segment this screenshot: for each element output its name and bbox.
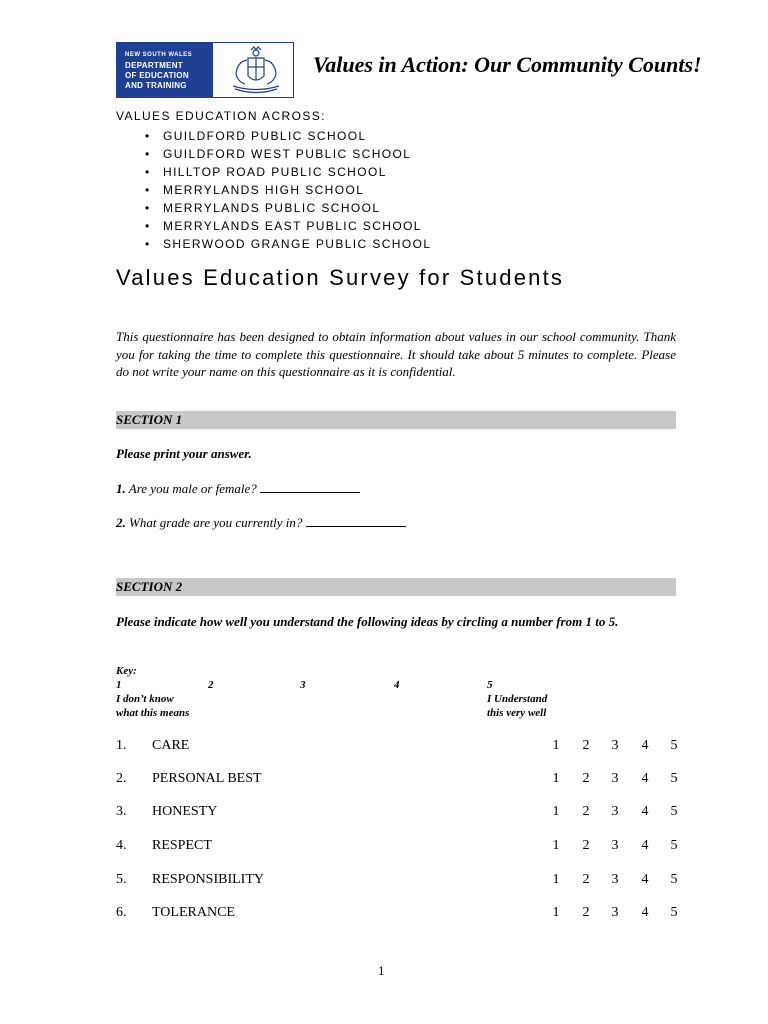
- bullet-icon: •: [145, 183, 151, 197]
- item-number: 6.: [116, 905, 127, 920]
- item-number: 4.: [116, 838, 127, 853]
- list-item: [145, 181, 431, 199]
- list-item: [145, 145, 431, 163]
- item-number: 5.: [116, 872, 127, 887]
- school-name: HILLTOP ROAD PUBLIC SCHOOL: [163, 165, 387, 179]
- key-number-5: 5: [487, 679, 493, 691]
- rating-option[interactable]: 4: [641, 905, 649, 920]
- section-2-instruction: Please indicate how well you understand the following ideas by circling a number from 1 to 5.: [116, 614, 619, 629]
- logo-line-1: DEPARTMENT: [125, 61, 183, 70]
- rating-option[interactable]: 5: [670, 771, 678, 786]
- rating-option[interactable]: 1: [552, 872, 560, 887]
- document-title: Values in Action: Our Community Counts!: [313, 52, 702, 77]
- item-number: 1.: [116, 738, 127, 753]
- question-text: What grade are you currently in?: [129, 515, 303, 530]
- rating-row: [116, 737, 686, 755]
- logo-state-text: NEW SOUTH WALES: [125, 52, 193, 58]
- rating-option[interactable]: 3: [611, 771, 619, 786]
- rating-row: [116, 904, 686, 922]
- rating-option[interactable]: 1: [552, 838, 560, 853]
- rating-row: [116, 871, 686, 889]
- item-number: 3.: [116, 804, 127, 819]
- school-name: MERRYLANDS PUBLIC SCHOOL: [163, 201, 381, 215]
- key-number-2: 2: [208, 679, 214, 691]
- key-low-line-1: I don’t know: [116, 693, 174, 705]
- rating-option[interactable]: 4: [641, 738, 649, 753]
- key-high-line-2: this very well: [487, 707, 547, 719]
- item-label: TOLERANCE: [152, 905, 235, 920]
- rating-option[interactable]: 1: [552, 738, 560, 753]
- bullet-icon: •: [145, 147, 151, 161]
- bullet-icon: •: [145, 129, 151, 143]
- section-1-heading: SECTION 1: [116, 411, 676, 429]
- section-2-heading: SECTION 2: [116, 578, 676, 596]
- list-item: [145, 127, 431, 145]
- key-low-description: [116, 692, 189, 720]
- school-name: MERRYLANDS EAST PUBLIC SCHOOL: [163, 219, 422, 233]
- item-number: 2.: [116, 771, 127, 786]
- rating-option[interactable]: 3: [611, 804, 619, 819]
- logo-line-3: AND TRAINING: [125, 81, 187, 90]
- rating-row: [116, 803, 686, 821]
- list-item: [145, 199, 431, 217]
- bullet-icon: •: [145, 165, 151, 179]
- rating-option[interactable]: 2: [582, 838, 590, 853]
- item-label: RESPECT: [152, 838, 212, 853]
- rating-option[interactable]: 2: [582, 738, 590, 753]
- rating-option[interactable]: 1: [552, 771, 560, 786]
- question-gender: [116, 480, 360, 497]
- question-text: Are you male or female?: [128, 481, 257, 496]
- rating-option[interactable]: 2: [582, 905, 590, 920]
- section-1-instruction: Please print your answer.: [116, 446, 252, 461]
- logo-line-2: OF EDUCATION: [125, 71, 189, 80]
- list-item: [145, 235, 431, 253]
- intro-paragraph: This questionnaire has been designed to obtain information about values in our school community. Thank you for taking the time to complete this questionnaire. It should take about 5 minutes to complete. Please do not write your name on this questionnaire as it is confidential.: [116, 329, 676, 379]
- school-list: [145, 127, 431, 253]
- item-label: HONESTY: [152, 804, 218, 819]
- key-label: Key:: [116, 665, 137, 677]
- school-name: GUILDFORD PUBLIC SCHOOL: [163, 129, 367, 143]
- school-name: MERRYLANDS HIGH SCHOOL: [163, 183, 365, 197]
- bullet-icon: •: [145, 219, 151, 233]
- list-item: [145, 217, 431, 235]
- rating-option[interactable]: 5: [670, 905, 678, 920]
- survey-title: Values Education Survey for Students: [116, 265, 565, 290]
- rating-option[interactable]: 3: [611, 872, 619, 887]
- key-high-description: [487, 692, 547, 720]
- school-name: GUILDFORD WEST PUBLIC SCHOOL: [163, 147, 412, 161]
- coat-of-arms-icon: [221, 46, 291, 94]
- item-label: RESPONSIBILITY: [152, 872, 265, 887]
- rating-option[interactable]: 2: [582, 872, 590, 887]
- rating-option[interactable]: 2: [582, 804, 590, 819]
- rating-option[interactable]: 4: [641, 872, 649, 887]
- list-item: [145, 163, 431, 181]
- bullet-icon: •: [145, 237, 151, 251]
- logo-text-panel: [117, 43, 213, 97]
- key-number-4: 4: [394, 679, 400, 691]
- rating-row: [116, 770, 686, 788]
- schools-heading: VALUES EDUCATION ACROSS:: [116, 109, 326, 123]
- rating-option[interactable]: 4: [641, 838, 649, 853]
- rating-option[interactable]: 5: [670, 838, 678, 853]
- rating-option[interactable]: 3: [611, 905, 619, 920]
- rating-option[interactable]: 2: [582, 771, 590, 786]
- school-name: SHERWOOD GRANGE PUBLIC SCHOOL: [163, 237, 432, 251]
- question-grade: [116, 514, 406, 531]
- rating-option[interactable]: 1: [552, 905, 560, 920]
- rating-option[interactable]: 5: [670, 804, 678, 819]
- rating-option[interactable]: 1: [552, 804, 560, 819]
- key-low-line-2: what this means: [116, 707, 190, 719]
- rating-option[interactable]: 5: [670, 872, 678, 887]
- key-number-1: 1: [116, 679, 122, 691]
- nsw-det-logo: [116, 42, 294, 98]
- key-high-line-1: I Understand: [487, 693, 548, 705]
- page-number: 1: [378, 963, 385, 978]
- answer-blank[interactable]: [260, 480, 360, 493]
- key-number-3: 3: [300, 679, 306, 691]
- bullet-icon: •: [145, 201, 151, 215]
- question-number: 1.: [116, 481, 126, 496]
- rating-row: [116, 837, 686, 855]
- item-label: CARE: [152, 738, 190, 753]
- answer-blank[interactable]: [306, 514, 406, 527]
- rating-option[interactable]: 3: [611, 738, 619, 753]
- rating-option[interactable]: 3: [611, 838, 619, 853]
- question-number: 2.: [116, 515, 126, 530]
- rating-option[interactable]: 5: [670, 738, 678, 753]
- rating-option[interactable]: 4: [641, 804, 649, 819]
- rating-option[interactable]: 4: [641, 771, 649, 786]
- item-label: PERSONAL BEST: [152, 771, 262, 786]
